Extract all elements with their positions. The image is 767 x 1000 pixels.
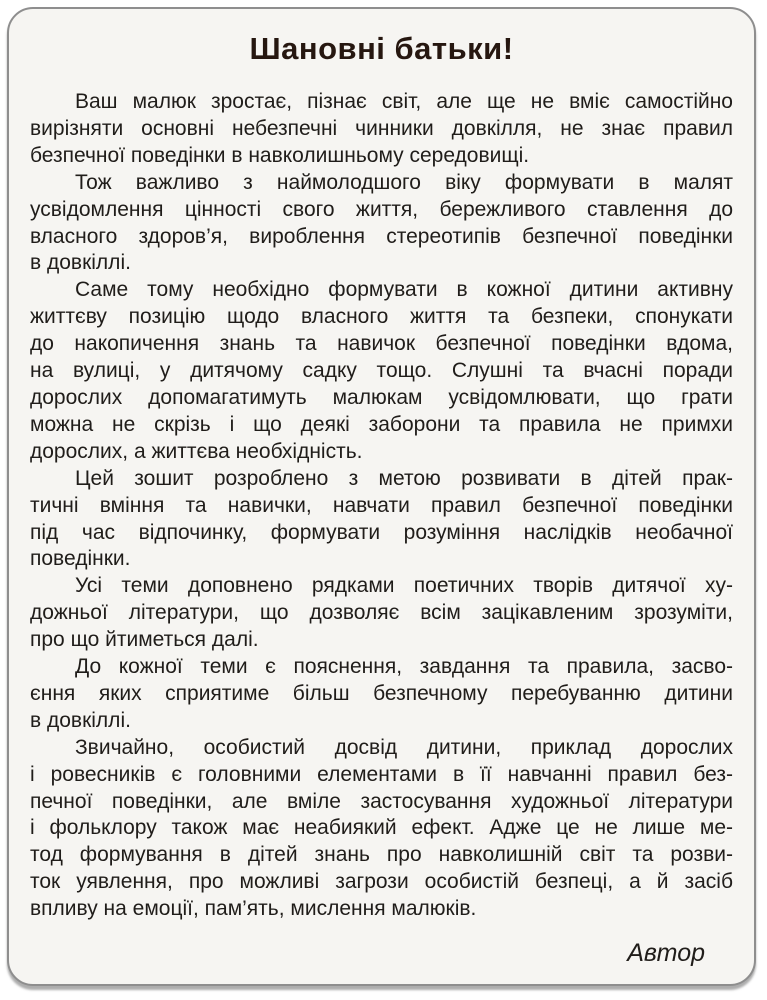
text-line: до накопичення знань та навичок безпечної поведінки вдома, <box>30 332 733 356</box>
paragraph <box>30 573 733 654</box>
text-line: Звичайно, особистий досвід дитини, приклад дорослих <box>75 735 733 759</box>
paragraph <box>30 735 733 923</box>
text-line: в довкіллі. <box>30 708 131 732</box>
text-line: і ровесників є головними елементами в її навчанні правил без- <box>30 762 733 786</box>
text-line: під час відпочинку, формувати розуміння наслідків необачної <box>30 520 733 544</box>
text-line: безпечної поведінки в навколишньому середовищі. <box>30 143 530 167</box>
author-signature: Автор <box>627 939 705 968</box>
paragraph <box>30 170 733 278</box>
text-line: ток уявлення, про можливі загрози особистій безпеці, а й засіб <box>30 870 733 894</box>
text-line: Цей зошит розроблено з метою розвивати в дітей прак- <box>75 466 733 490</box>
text-line: Ваш малюк зростає, пізнає світ, але ще не вміє самостійно <box>75 90 733 113</box>
text-line: До кожної теми є пояснення, завдання та правила, засво- <box>75 655 733 679</box>
text-line: дорослих допомагатимуть малюкам усвідомлювати, що грати <box>30 385 733 409</box>
text-line: тод формування в дітей знань про навколишній світ та розви- <box>30 843 733 867</box>
text-line: про що йтиметься далі. <box>30 628 259 652</box>
text-line: Саме тому необхідно формувати в кожної дитини активну <box>75 278 733 302</box>
text-line: Тож важливо з наймолодшого віку формувати в малят <box>75 170 733 194</box>
text-line: впливу на емоції, пам’ять, мислення малюків. <box>30 897 477 921</box>
text-line: дожньої літератури, що дозволяє всім зацікавленим зрозуміти, <box>30 601 733 625</box>
text-line: на вулиці, у дитячому садку тощо. Слушні та вчасні поради <box>30 359 733 383</box>
text-line: печної поведінки, але вміле застосування художньої літератури <box>30 789 733 813</box>
text-line: життєву позицію щодо власного життя та безпеки, спонукати <box>30 305 733 329</box>
text-line: усвідомлення цінності свого життя, бережливого ставлення до <box>30 197 733 221</box>
text-line: Усі теми доповнено рядками поетичних творів дитячої ху- <box>75 574 733 598</box>
text-line: і фольклору також має неабиякий ефект. Адже це не лише ме- <box>30 816 733 840</box>
page-frame <box>7 7 756 986</box>
body-text <box>30 89 733 923</box>
text-line: дорослих, а життєва необхідність. <box>30 439 363 463</box>
text-line: власного здоров’я, вироблення стереотипів безпечної поведінки <box>30 224 733 248</box>
page-title: Шановні батьки! <box>249 31 514 66</box>
paragraph <box>30 89 733 170</box>
text-line: поведінки. <box>30 547 131 571</box>
paragraph <box>30 466 733 574</box>
text-line: можна не скрізь і що деякі заборони та правила не примхи <box>30 412 733 436</box>
text-line: єння яких сприятиме більш безпечному перебуванню дитини <box>30 681 733 705</box>
text-line: тичні вміння та навички, навчати правил безпечної поведінки <box>30 493 733 517</box>
text-line: вирізняти основні небезпечні чинники довкілля, не знає правил <box>30 116 733 140</box>
paragraph <box>30 654 733 735</box>
paragraph <box>30 277 733 465</box>
text-line: в довкіллі. <box>30 251 131 275</box>
